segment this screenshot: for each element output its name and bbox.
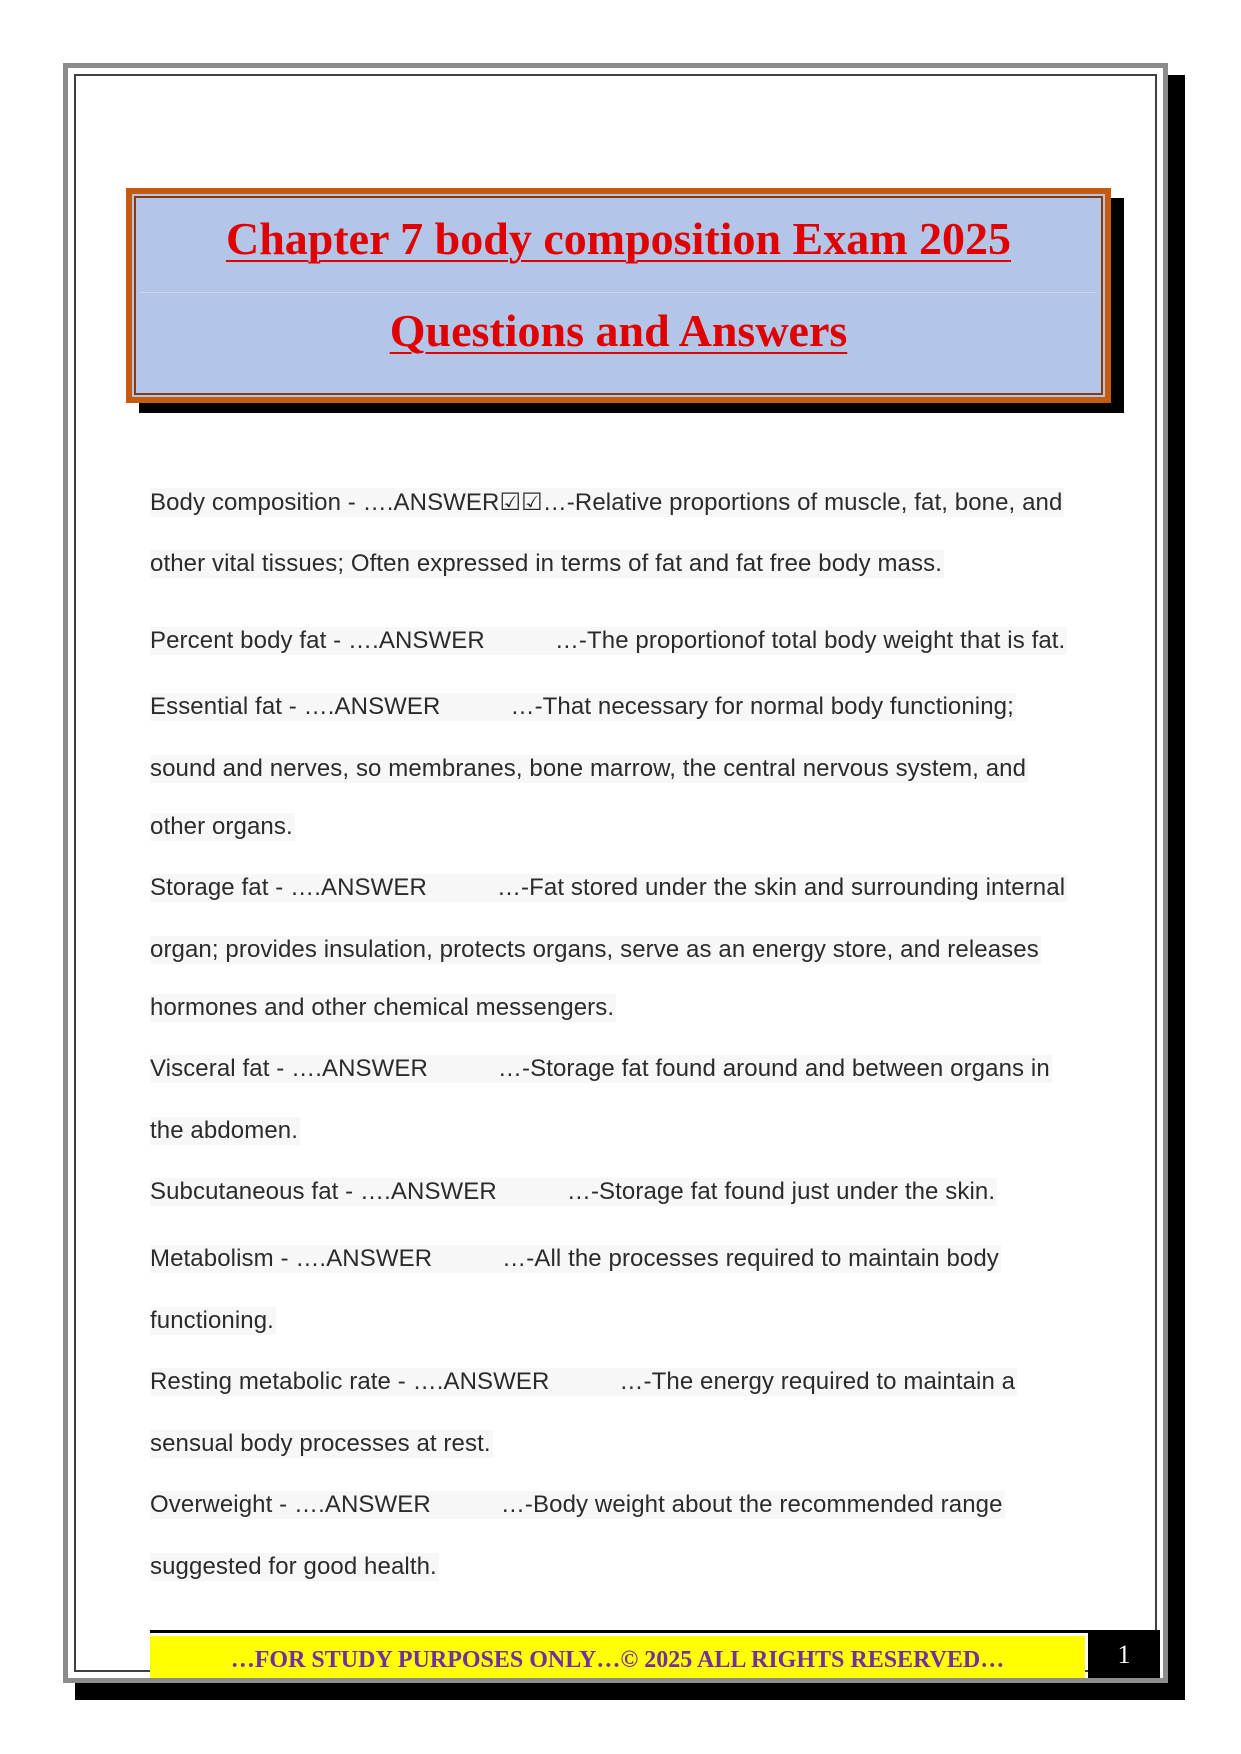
document-title-line-1: Chapter 7 body composition Exam 2025 — [225, 213, 1012, 264]
qa-continuation-line: organ; provides insulation, protects organs, serve as an energy store, and releases — [150, 936, 1039, 963]
qa-term-line: Storage fat - ….ANSWER …-Fat stored under the skin and surrounding internal — [150, 874, 1066, 901]
footer-rule — [150, 1630, 1160, 1633]
qa-continuation-line: other organs. — [150, 813, 293, 840]
qa-term-line: Resting metabolic rate - ….ANSWER …-The energy required to maintain a — [150, 1368, 1016, 1395]
title-box — [126, 188, 1111, 403]
qa-term-line: Subcutaneous fat - ….ANSWER …-Storage fat found just under the skin. — [150, 1178, 996, 1205]
qa-continuation-line: suggested for good health. — [150, 1553, 437, 1580]
qa-continuation-line: hormones and other chemical messengers. — [150, 994, 615, 1021]
footer-notice: …FOR STUDY PURPOSES ONLY…© 2025 ALL RIGHTS RESERVED… — [150, 1636, 1085, 1678]
qa-term-line: Percent body fat - ….ANSWER …-The proportionof total body weight that is fat. — [150, 627, 1066, 654]
qa-continuation-line: other vital tissues; Often expressed in terms of fat and fat free body mass. — [150, 550, 942, 577]
qa-continuation-line: sound and nerves, so membranes, bone marrow, the central nervous system, and — [150, 755, 1027, 782]
page-number: 1 — [1088, 1632, 1160, 1678]
qa-continuation-line: sensual body processes at rest. — [150, 1430, 491, 1457]
qa-term-line: Visceral fat - ….ANSWER …-Storage fat found around and between organs in — [150, 1055, 1050, 1082]
qa-continuation-line: functioning. — [150, 1307, 274, 1334]
qa-term-line: Essential fat - ….ANSWER …-That necessary for normal body functioning; — [150, 693, 1014, 720]
document-title-line-2: Questions and Answers — [389, 305, 848, 356]
qa-term-line: Overweight - ….ANSWER …-Body weight about the recommended range — [150, 1491, 1003, 1518]
qa-term-line: Metabolism - ….ANSWER …-All the processes required to maintain body — [150, 1245, 999, 1272]
qa-term-line: Body composition - ….ANSWER☑☑…-Relative proportions of muscle, fat, bone, and — [150, 489, 1063, 516]
qa-continuation-line: the abdomen. — [150, 1117, 298, 1144]
